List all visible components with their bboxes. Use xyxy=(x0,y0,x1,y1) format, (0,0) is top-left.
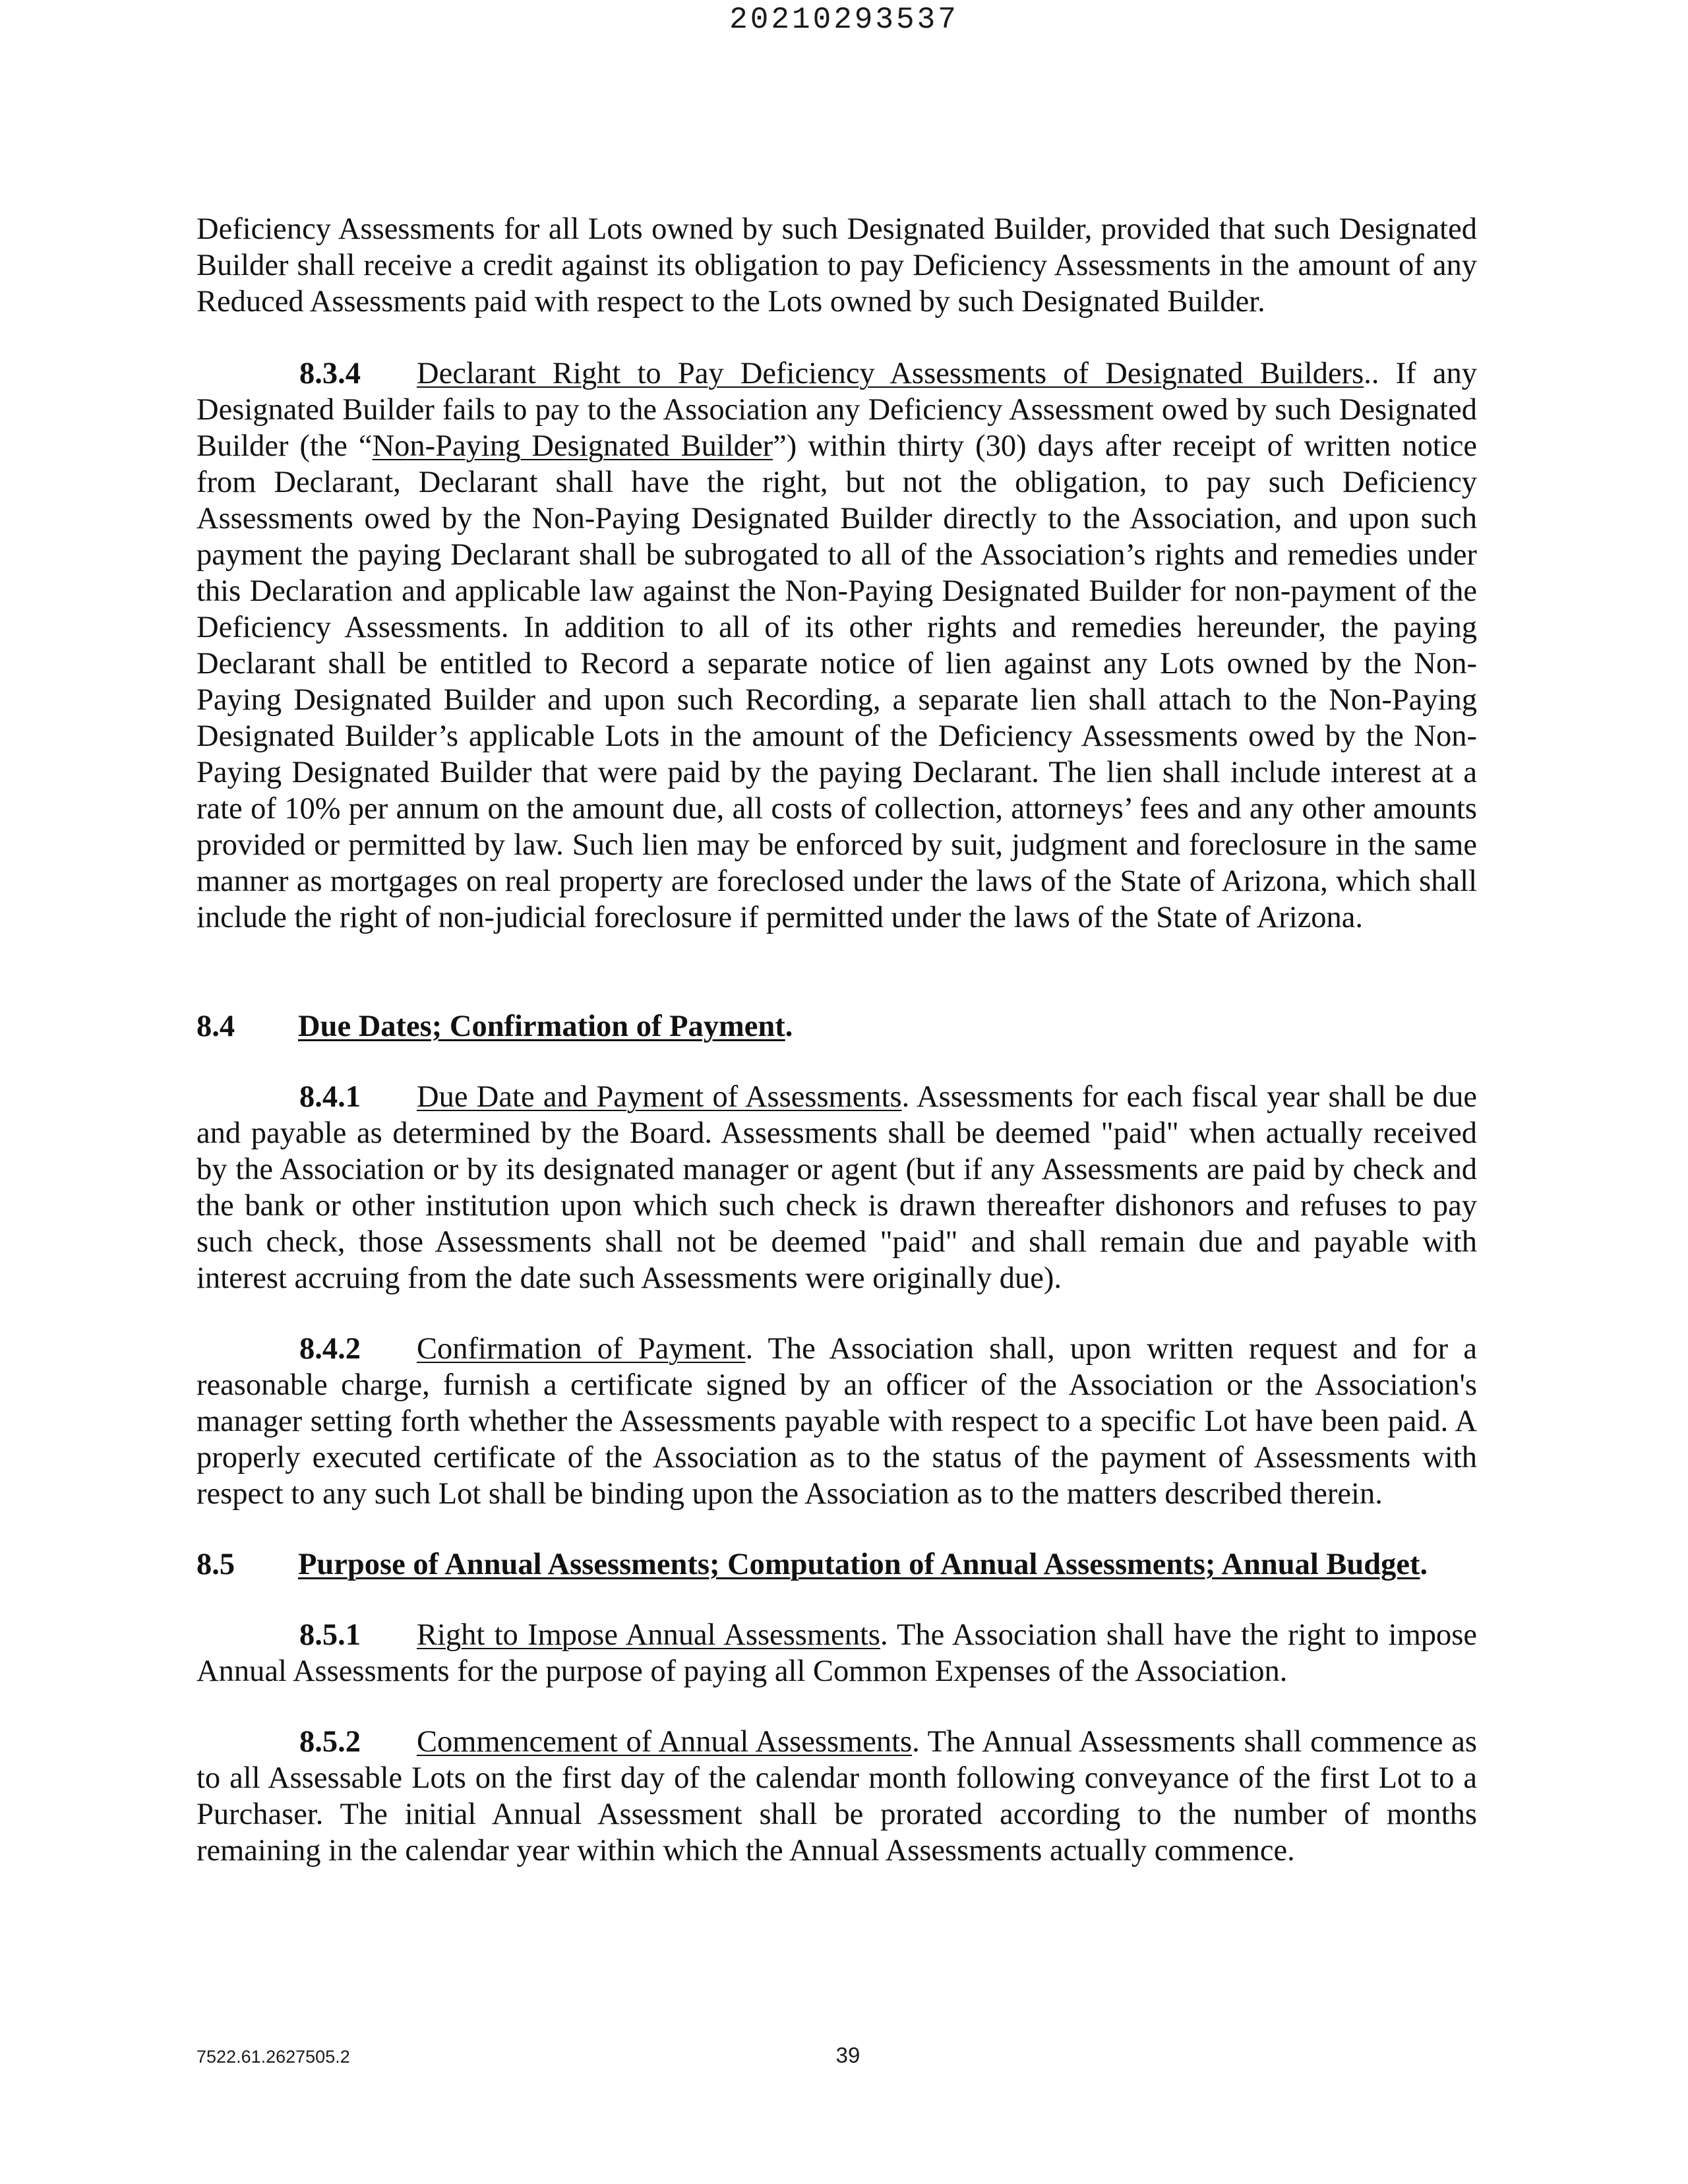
section-title: Due Date and Payment of Assessments xyxy=(417,1080,902,1114)
section-8-4-1 xyxy=(196,1079,1477,1296)
section-number: 8.3.4 xyxy=(299,357,361,390)
section-8-5-heading xyxy=(196,1546,1477,1583)
section-title: Confirmation of Payment xyxy=(417,1332,746,1366)
recording-number: 20210293537 xyxy=(729,3,959,37)
footer-document-id: 7522.61.2627505.2 xyxy=(196,2047,350,2067)
section-text: . Assessments for each fiscal year shall be due and payable as determined by the Board. Assessments shall be deemed "paid" when actually received by the Association or by its designated manager or agent (but if any Assessments are paid by check and the bank or other institution upon which such check is drawn thereafter dishonors and refuses to pay such check, those Assessments shall not be deemed "paid" and shall remain due and payable with interest accruing from the date such Assessments were originally due). xyxy=(196,1080,1477,1295)
section-8-3-4 xyxy=(196,355,1477,936)
section-title: Right to Impose Annual Assessments xyxy=(417,1618,880,1652)
heading-title-end: . xyxy=(1420,1548,1428,1581)
section-number: 8.5.2 xyxy=(299,1725,361,1759)
section-text: . The Association shall, upon written request and for a reasonable charge, furnish a certificate signed by an officer of the Association or the Association's manager setting forth whether the Assessments payable with respect to a specific Lot have been paid. A properly executed certificate of the Association as to the status of the payment of Assessments with respect to any such Lot shall be binding upon the Association as to the matters described therein. xyxy=(196,1332,1477,1511)
section-8-4-2 xyxy=(196,1331,1477,1512)
section-number: 8.5.1 xyxy=(299,1618,361,1652)
heading-text xyxy=(298,1008,793,1045)
document-body xyxy=(196,211,1477,1869)
section-title: Declarant Right to Pay Deficiency Assessments of Designated Builders xyxy=(417,357,1364,390)
section-text-continued: ”) within thirty (30) days after receipt of written notice from Declarant, Declarant shall have the right, but not the obligation, to pay such Deficiency Assessments owed by the Non-Paying Designated Builder directly to the Association, and upon such payment the paying Declarant shall be subrogated to all of the Association’s rights and remedies under this Declaration and applicable law against the Non-Paying Designated Builder for non-payment of the Deficiency Assessments. In addition to all of its other rights and remedies hereunder, the paying Declarant shall be entitled to Record a separate notice of lien against any Lots owned by the Non-Paying Designated Builder and upon such Recording, a separate lien shall attach to the Non-Paying Designated Builder’s applicable Lots in the amount of the Deficiency Assessments owed by the Non-Paying Designated Builder that were paid by the paying Declarant. The lien shall include interest at a rate of 10% per annum on the amount due, all costs of collection, attorneys’ fees and any other amounts provided or permitted by law. Such lien may be enforced by suit, judgment and foreclosure in the same manner as mortgages on real property are foreclosed under the laws of the State of Arizona, which shall include the right of non-judicial foreclosure if permitted under the laws of the State of Arizona. xyxy=(196,429,1477,934)
heading-title: Due Dates; Confirmation of Payment xyxy=(298,1010,785,1043)
section-text: . The Annual Assessments shall commence as to all Assessable Lots on the first day of the calendar month following conveyance of the first Lot to a Purchaser. The initial Annual Assessment shall be prorated according to the number of months remaining in the calendar year within which the Annual Assessments actually commence. xyxy=(196,1725,1477,1867)
section-title: Commencement of Annual Assessments xyxy=(417,1725,913,1759)
section-8-5-1 xyxy=(196,1617,1477,1689)
section-number: 8.4.2 xyxy=(299,1332,361,1366)
page-number: 39 xyxy=(835,2043,860,2067)
heading-text xyxy=(298,1546,1428,1583)
section-number: 8.4.1 xyxy=(299,1080,361,1114)
section-8-4-heading xyxy=(196,1008,1477,1045)
section-text: If any Designated Builder fails to pay to the Association any Deficiency Assessment owed by such Designated Builder (the “ xyxy=(196,357,1477,463)
heading-title: Purpose of Annual Assessments; Computation of Annual Assessments; Annual Budget xyxy=(298,1548,1420,1581)
heading-number: 8.5 xyxy=(196,1548,235,1581)
section-8-5-2 xyxy=(196,1724,1477,1869)
continuation-paragraph: Deficiency Assessments for all Lots owned by such Designated Builder, provided that such Designated Builder shall receive a credit against its obligation to pay Deficiency Assessments in the amount of any Reduced Assessments paid with respect to the Lots owned by such Designated Builder. xyxy=(196,212,1477,318)
defined-term: Non-Paying Designated Builder xyxy=(372,429,773,463)
heading-title-end: . xyxy=(785,1010,793,1043)
section-title-end: .. xyxy=(1364,357,1379,390)
heading-number: 8.4 xyxy=(196,1010,235,1043)
section-text: . The Association shall have the right to impose Annual Assessments for the purpose of paying all Common Expenses of the Association. xyxy=(196,1618,1477,1688)
